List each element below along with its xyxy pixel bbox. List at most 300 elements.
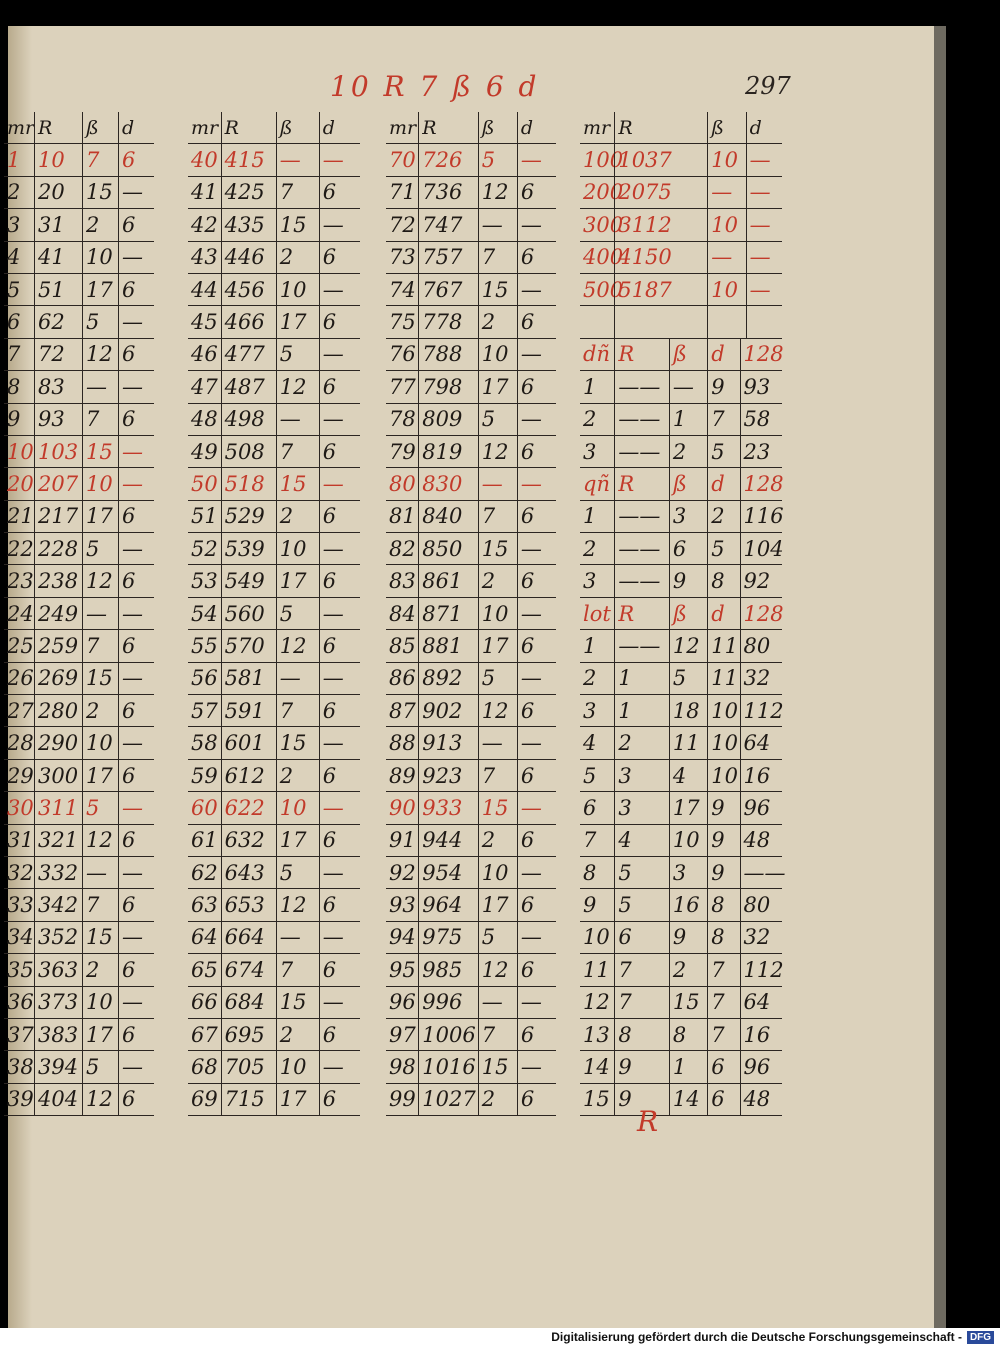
table-row: [4, 533, 154, 565]
table-cell: 415: [221, 144, 276, 175]
table-cell: 89: [389, 763, 416, 788]
table-cell: ——: [614, 630, 669, 661]
table-cell: 32: [740, 922, 782, 953]
table-cell: 84: [389, 601, 416, 626]
table-cell: 311: [34, 792, 82, 823]
table-cell: 93: [389, 893, 416, 918]
table-cell: 3112: [614, 209, 707, 240]
table-cell: 15: [276, 209, 319, 240]
table-cell: 601: [221, 727, 276, 758]
table-cell: 9: [614, 1051, 669, 1082]
table-row: [4, 630, 154, 662]
table-cell: —: [517, 857, 556, 888]
table-cell: 736: [418, 177, 478, 208]
table-cell: 57: [191, 698, 218, 723]
table-cell: 5: [478, 144, 517, 175]
table-cell: 82: [389, 536, 416, 561]
table-row: [580, 792, 782, 824]
table-cell: 840: [418, 501, 478, 532]
table-cell: ——: [614, 404, 669, 435]
table-cell: 9: [707, 792, 739, 823]
table-cell: 6: [517, 501, 556, 532]
table-cell: [707, 306, 745, 337]
table-cell: —: [118, 1051, 154, 1082]
table-cell: 6: [118, 825, 154, 856]
table-cell: 9: [707, 371, 739, 402]
table-row: [4, 792, 154, 824]
table-row: [188, 436, 360, 468]
table-cell: 15: [276, 468, 319, 499]
table-cell: 80: [389, 471, 416, 496]
table-cell: —: [478, 209, 517, 240]
table-cell: 871: [418, 598, 478, 629]
table-cell: 2: [583, 407, 597, 432]
table-cell: 2: [478, 306, 517, 337]
table-cell: —: [276, 663, 319, 694]
table-cell: 31: [34, 209, 82, 240]
table-cell: 116: [740, 501, 782, 532]
table-cell: 798: [418, 371, 478, 402]
table-row: [4, 987, 154, 1019]
table-cell: 6: [118, 954, 154, 985]
table-cell: [614, 306, 707, 337]
table-cell: 7: [276, 695, 319, 726]
table-cell: 7: [276, 954, 319, 985]
table-cell: 15: [478, 274, 517, 305]
table-row: [188, 663, 360, 695]
table-cell: 570: [221, 630, 276, 661]
table-cell: 17: [276, 825, 319, 856]
table-cell: 6: [319, 1084, 360, 1115]
table-row: [188, 922, 360, 954]
table-cell: 923: [418, 760, 478, 791]
table-cell: 892: [418, 663, 478, 694]
table-cell: 238: [34, 565, 82, 596]
table-cell: 49: [191, 439, 218, 464]
table-cell: 5: [82, 533, 118, 564]
table-cell: 9: [583, 893, 597, 918]
table-cell: 17: [478, 889, 517, 920]
table-cell: d: [707, 598, 739, 629]
table-row: [4, 468, 154, 500]
table-cell: —: [82, 371, 118, 402]
table-cell: 643: [221, 857, 276, 888]
table-cell: 15: [82, 177, 118, 208]
table-cell: d: [517, 112, 556, 143]
table-cell: —: [517, 922, 556, 953]
table-cell: 46: [191, 342, 218, 367]
table-cell: 342: [34, 889, 82, 920]
table-cell: 62: [191, 860, 218, 885]
table-cell: —: [319, 857, 360, 888]
table-cell: 104: [740, 533, 782, 564]
table-row: [580, 468, 782, 500]
table-cell: 75: [389, 310, 416, 335]
table-cell: 7: [7, 342, 21, 367]
table-cell: —: [319, 922, 360, 953]
table-cell: 217: [34, 501, 82, 532]
table-row: [386, 306, 556, 338]
table-row: [580, 630, 782, 662]
table-row: [4, 598, 154, 630]
table-row: [188, 565, 360, 597]
table-cell: 830: [418, 468, 478, 499]
table-cell: 6: [118, 1019, 154, 1050]
table-cell: —: [118, 533, 154, 564]
table-header-row: [580, 112, 782, 144]
table-cell: 2075: [614, 177, 707, 208]
table-row: [188, 792, 360, 824]
table-cell: 17: [478, 371, 517, 402]
table-cell: 529: [221, 501, 276, 532]
table-cell: 32: [740, 663, 782, 694]
table-cell: 954: [418, 857, 478, 888]
table-row: [4, 242, 154, 274]
table-row: [580, 727, 782, 759]
table-cell: 477: [221, 339, 276, 370]
table-cell: R: [614, 339, 669, 370]
table-cell: —: [319, 727, 360, 758]
table-cell: 1: [583, 633, 597, 658]
table-cell: 6: [517, 436, 556, 467]
table-row: [580, 501, 782, 533]
table-cell: 591: [221, 695, 276, 726]
dfg-logo: DFG: [967, 1331, 994, 1344]
table-cell: 9: [707, 825, 739, 856]
table-cell: 41: [34, 242, 82, 273]
table-cell: —: [517, 404, 556, 435]
table-cell: 6: [517, 954, 556, 985]
table-cell: 96: [740, 1051, 782, 1082]
table-cell: 7: [478, 1019, 517, 1050]
table-cell: 6: [669, 533, 707, 564]
table-cell: 1: [583, 374, 597, 399]
table-cell: 2: [276, 1019, 319, 1050]
table-cell: 6: [118, 630, 154, 661]
table-cell: ——: [614, 501, 669, 532]
table-cell: 15: [276, 987, 319, 1018]
table-cell: 5: [478, 663, 517, 694]
table-cell: 6: [118, 501, 154, 532]
table-cell: 518: [221, 468, 276, 499]
table-cell: —: [118, 436, 154, 467]
table-cell: 5: [669, 663, 707, 694]
table-cell: 913: [418, 727, 478, 758]
table-cell: 1037: [614, 144, 707, 175]
table-cell: 7: [276, 436, 319, 467]
table-cell: 7: [707, 1019, 739, 1050]
table-cell: 11: [669, 727, 707, 758]
table-cell: —: [319, 339, 360, 370]
table-cell: 861: [418, 565, 478, 596]
table-row: [4, 695, 154, 727]
table-cell: 44: [191, 277, 218, 302]
page-edge: [934, 26, 946, 1328]
table-cell: —: [746, 209, 782, 240]
table-cell: 99: [389, 1087, 416, 1112]
table-cell: 22: [7, 536, 34, 561]
table-cell: R: [614, 468, 669, 499]
table-cell: ß: [669, 339, 707, 370]
table-cell: 446: [221, 242, 276, 273]
table-cell: 10: [82, 987, 118, 1018]
table-row: [386, 339, 556, 371]
table-cell: 52: [191, 536, 218, 561]
table-cell: —: [746, 144, 782, 175]
table-row: [580, 825, 782, 857]
table-cell: 747: [418, 209, 478, 240]
table-row: [386, 209, 556, 241]
table-column-1: [4, 112, 154, 1116]
table-cell: 76: [389, 342, 416, 367]
table-cell: 6: [319, 889, 360, 920]
table-row: [188, 274, 360, 306]
table-cell: 1: [583, 504, 597, 529]
table-row: [188, 144, 360, 176]
table-cell: 705: [221, 1051, 276, 1082]
table-row: [4, 177, 154, 209]
table-cell: 77: [389, 374, 416, 399]
table-cell: 3: [614, 792, 669, 823]
table-cell: 7: [82, 404, 118, 435]
table-row: [4, 760, 154, 792]
table-cell: —: [319, 144, 360, 175]
table-cell: 4: [583, 731, 597, 756]
table-cell: 5: [614, 889, 669, 920]
table-cell: 5: [707, 533, 739, 564]
table-cell: 6: [517, 177, 556, 208]
table-cell: 12: [478, 695, 517, 726]
table-cell: 15: [583, 1087, 610, 1112]
table-cell: 10: [276, 274, 319, 305]
table-cell: 1: [669, 1051, 707, 1082]
table-cell: 14: [669, 1084, 707, 1115]
table-cell: 50: [191, 471, 218, 496]
table-cell: 1027: [418, 1084, 478, 1115]
table-cell: ——: [614, 371, 669, 402]
table-cell: 10: [583, 925, 610, 950]
table-cell: —: [517, 274, 556, 305]
table-cell: 2: [583, 666, 597, 691]
footer-bar: [0, 1328, 1000, 1348]
table-cell: 539: [221, 533, 276, 564]
table-cell: 400: [583, 245, 624, 270]
table-row: [580, 144, 782, 176]
table-cell: —: [118, 727, 154, 758]
table-row: [580, 242, 782, 274]
footer-credit: Digitalisierung gefördert durch die Deutsche Forschungsgemeinschaft -: [551, 1330, 962, 1344]
table-cell: —: [707, 177, 745, 208]
table-cell: R: [34, 112, 82, 143]
table-cell: 6: [319, 1019, 360, 1050]
table-cell: 12: [478, 436, 517, 467]
table-cell: 42: [191, 212, 218, 237]
table-cell: 300: [34, 760, 82, 791]
table-cell: 2: [82, 209, 118, 240]
table-cell: 2: [276, 501, 319, 532]
table-cell: 17: [82, 1019, 118, 1050]
table-row: [580, 1051, 782, 1083]
table-cell: 332: [34, 857, 82, 888]
table-cell: dñ: [583, 342, 610, 367]
table-row: [188, 598, 360, 630]
table-cell: 26: [7, 666, 34, 691]
table-cell: 6: [517, 306, 556, 337]
table-row: [580, 922, 782, 954]
table-cell: R: [418, 112, 478, 143]
table-cell: 2: [276, 760, 319, 791]
table-cell: 83: [389, 569, 416, 594]
table-cell: 12: [82, 1084, 118, 1115]
table-cell: 6: [517, 695, 556, 726]
table-cell: 55: [191, 633, 218, 658]
table-cell: 7: [614, 954, 669, 985]
table-cell: 69: [191, 1087, 218, 1112]
table-cell: 96: [389, 990, 416, 1015]
table-cell: 5: [82, 306, 118, 337]
table-cell: 975: [418, 922, 478, 953]
table-cell: 128: [740, 468, 782, 499]
table-cell: 6: [517, 889, 556, 920]
table-cell: 6: [118, 144, 154, 175]
table-cell: 6: [319, 501, 360, 532]
table-row: [386, 533, 556, 565]
table-row: [386, 792, 556, 824]
table-cell: —: [746, 177, 782, 208]
table-cell: 63: [191, 893, 218, 918]
table-cell: 10: [478, 857, 517, 888]
table-cell: 17: [82, 760, 118, 791]
table-cell: 51: [191, 504, 218, 529]
table-cell: 72: [389, 212, 416, 237]
table-cell: 90: [389, 795, 416, 820]
table-row: [4, 404, 154, 436]
table-cell: 17: [276, 1084, 319, 1115]
table-cell: 27: [7, 698, 34, 723]
table-cell: 15: [478, 1051, 517, 1082]
table-cell: 39: [7, 1087, 34, 1112]
table-cell: 964: [418, 889, 478, 920]
table-cell: 2: [669, 436, 707, 467]
table-cell: 92: [389, 860, 416, 885]
table-cell: 1: [614, 663, 669, 694]
table-cell: d: [707, 468, 739, 499]
table-cell: 10: [7, 439, 34, 464]
table-cell: ß: [276, 112, 319, 143]
table-cell: 12: [669, 630, 707, 661]
table-cell: 20: [7, 471, 34, 496]
table-row: [188, 630, 360, 662]
table-cell: 3: [583, 698, 597, 723]
table-cell: 684: [221, 987, 276, 1018]
page-number: 297: [745, 72, 791, 100]
table-cell: 850: [418, 533, 478, 564]
table-row: [188, 857, 360, 889]
table-cell: 622: [221, 792, 276, 823]
table-row: [580, 565, 782, 597]
table-row: [580, 1084, 782, 1116]
table-cell: 36: [7, 990, 34, 1015]
table-cell: 3: [583, 569, 597, 594]
table-cell: ——: [614, 565, 669, 596]
table-row: [386, 857, 556, 889]
running-header: 10 R 7 ß 6 d: [330, 70, 540, 103]
table-row: [4, 209, 154, 241]
table-cell: 16: [740, 1019, 782, 1050]
table-cell: —: [517, 468, 556, 499]
table-cell: 17: [478, 630, 517, 661]
table-cell: 23: [7, 569, 34, 594]
table-row: [4, 825, 154, 857]
table-cell: 500: [583, 277, 624, 302]
table-cell: 17: [669, 792, 707, 823]
table-row: [4, 339, 154, 371]
table-row: [386, 760, 556, 792]
table-cell: 85: [389, 633, 416, 658]
table-row: [188, 825, 360, 857]
table-row: [386, 1051, 556, 1083]
table-cell: mr: [583, 116, 611, 139]
table-cell: ——: [614, 533, 669, 564]
table-cell: —: [319, 404, 360, 435]
table-cell: ß: [669, 598, 707, 629]
table-cell: 788: [418, 339, 478, 370]
table-row: [4, 144, 154, 176]
table-cell: 12: [82, 339, 118, 370]
table-cell: 1016: [418, 1051, 478, 1082]
table-cell: 54: [191, 601, 218, 626]
table-row: [580, 371, 782, 403]
table-cell: 2: [669, 954, 707, 985]
table-cell: —: [517, 209, 556, 240]
table-cell: 60: [191, 795, 218, 820]
table-cell: 87: [389, 698, 416, 723]
table-row: [580, 209, 782, 241]
table-cell: 96: [740, 792, 782, 823]
table-cell: 12: [478, 177, 517, 208]
table-cell: 6: [319, 436, 360, 467]
table-cell: 92: [740, 565, 782, 596]
table-cell: 6: [118, 339, 154, 370]
table-cell: 1006: [418, 1019, 478, 1050]
table-cell: 6: [707, 1051, 739, 1082]
table-cell: 6: [319, 760, 360, 791]
table-cell: —: [517, 533, 556, 564]
table-cell: —: [517, 987, 556, 1018]
table-cell: 435: [221, 209, 276, 240]
table-cell: 6: [319, 954, 360, 985]
table-cell: 20: [34, 177, 82, 208]
table-cell: —: [746, 242, 782, 273]
table-row: [386, 404, 556, 436]
table-cell: 35: [7, 957, 34, 982]
table-cell: 21: [7, 504, 34, 529]
signature-mark: R: [637, 1105, 659, 1138]
table-cell: 6: [319, 630, 360, 661]
table-cell: 7: [707, 954, 739, 985]
table-cell: 6: [517, 825, 556, 856]
table-cell: 8: [707, 889, 739, 920]
table-cell: 66: [191, 990, 218, 1015]
table-cell: 80: [740, 889, 782, 920]
table-cell: 10: [707, 727, 739, 758]
table-cell: [580, 306, 614, 337]
table-cell: mr: [389, 116, 417, 139]
table-cell: 549: [221, 565, 276, 596]
table-cell: 7: [478, 760, 517, 791]
table-cell: 290: [34, 727, 82, 758]
table-cell: 10: [82, 727, 118, 758]
